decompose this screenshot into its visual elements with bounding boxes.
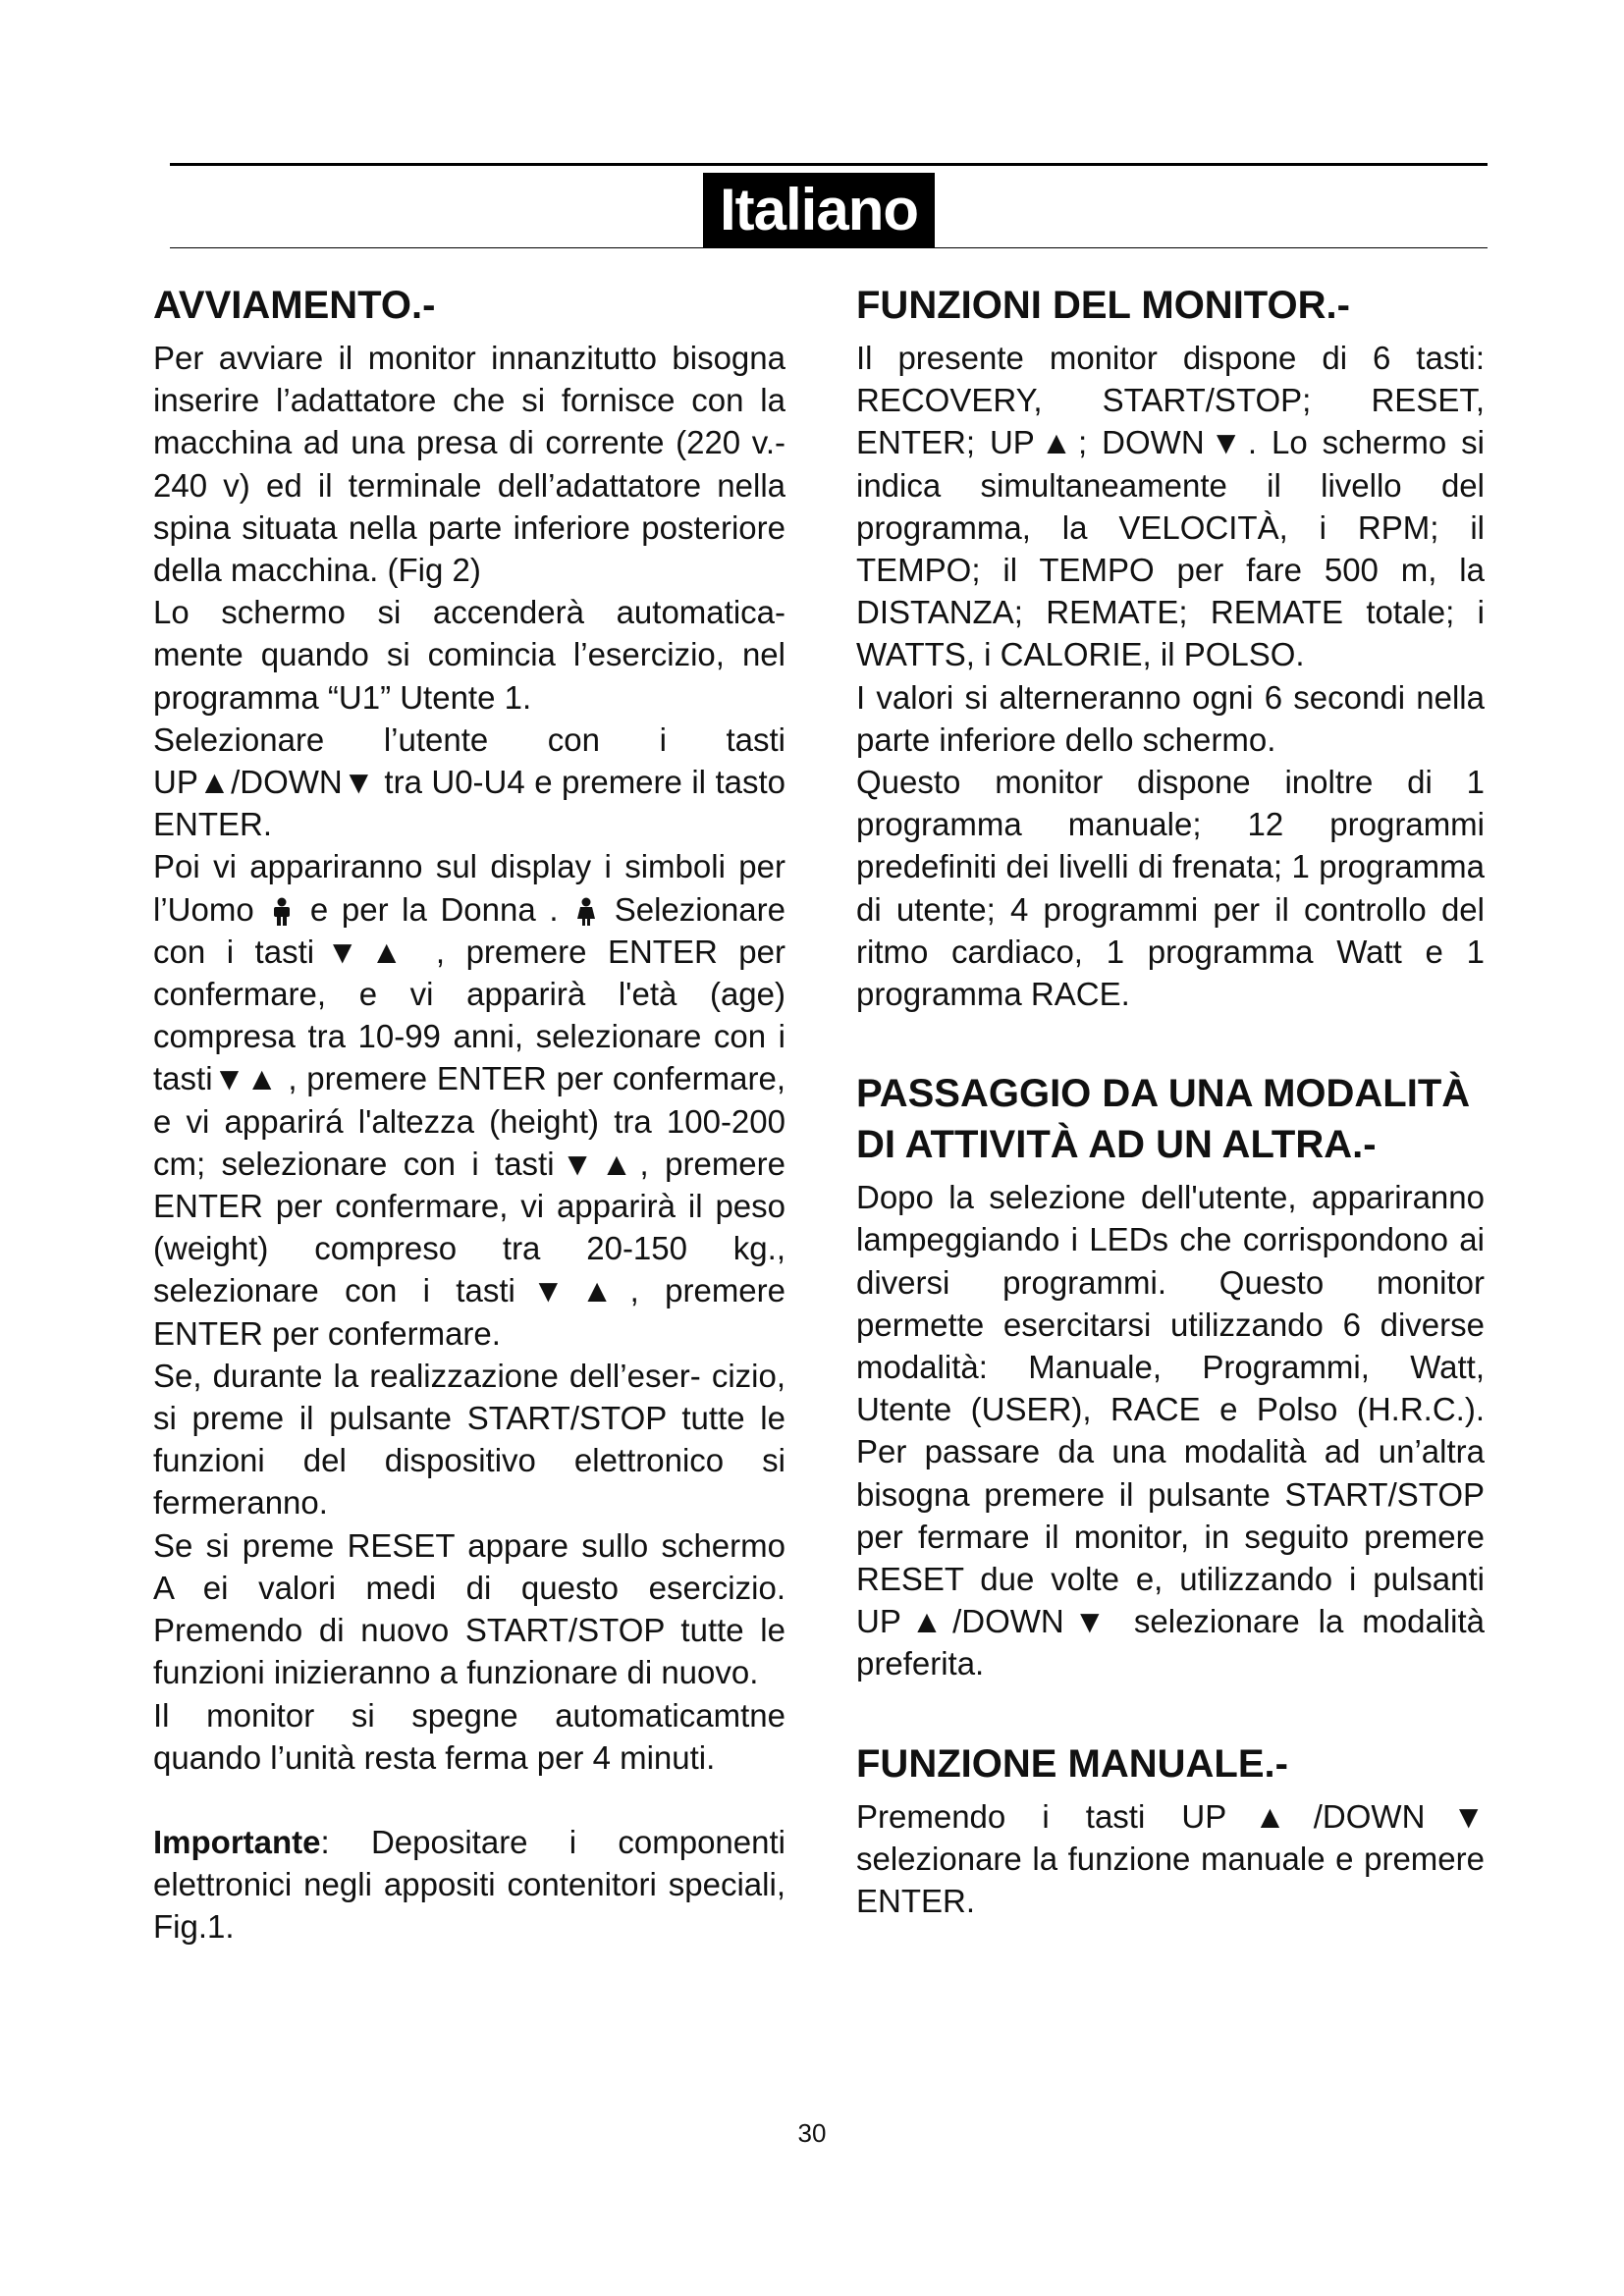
- paragraph-auto-off: Il monitor si spegne automaticamtne quando l’unità resta ferma per 4 minuti.: [153, 1696, 785, 1776]
- page-number: 30: [797, 2118, 827, 2148]
- section-title-avviamento: AVVIAMENTO.-: [153, 284, 436, 327]
- woman-icon: [575, 897, 597, 927]
- paragraph-power-on: Per avviare il monitor innanzitutto bisogna inserire l’adattatore che si fornisce con la macchina ad una presa di corrente (220 v.- 240 v) ed il terminale dell’adattatore nella spina situata nella parte inferiore posteriore della macchina. (Fig 2): [153, 340, 785, 589]
- paragraph-values-alternate: I valori si alterneranno ogni 6 secondi nella parte inferiore dello schermo.: [856, 678, 1485, 758]
- important-label: Importante: [153, 1823, 321, 1860]
- header-rule-bottom: [170, 247, 1488, 248]
- paragraph-important: [153, 1821, 785, 1949]
- paragraph-select-user: Selezionare l’utente con i tasti UP▲/DOWN▼ tra U0-U4 e premere il tasto ENTER.: [153, 721, 785, 843]
- spacer: [153, 1779, 785, 1821]
- gender-text-woman: e per la Donna .: [309, 890, 559, 928]
- right-column: [856, 280, 1485, 1922]
- gender-text-man: Poi vi appariranno sul display i simboli per l’Uomo: [153, 848, 785, 928]
- section-title-funzione-manuale: FUNZIONE MANUALE.-: [856, 1741, 1288, 1786]
- paragraph-monitor-keys: Il presente monitor dispone di 6 tasti: RECOVERY, START/STOP; RESET, ENTER; UP▲; DOWN▼. Lo schermo si indica simultaneamente il livello del programma, la VELOCITÀ, i RPM; il TEMPO; il TEMPO per fare 500 m, la DISTANZA; REMATE; REMATE totale; i WATTS, i CALORIE, il POLSO.: [856, 340, 1485, 673]
- paragraph-gender-select: [153, 845, 785, 1354]
- header-rule-top: [170, 163, 1488, 166]
- important-text: : Depositare i componenti elettronici negli appositi contenitori speciali, Fig.1.: [153, 1823, 785, 1946]
- paragraph-programs: Questo monitor dispone inoltre di 1 programma manuale; 12 programmi predefiniti dei livelli di frenata; 1 programma di utente; 4 programmi per il controllo del ritmo cardiaco, 1 programma Watt e 1 programma RACE.: [856, 764, 1485, 1013]
- spacer: [856, 1015, 1485, 1068]
- paragraph-manual-function: Premendo i tasti UP▲/DOWN▼ selezionare la funzione manuale e premere ENTER.: [856, 1797, 1485, 1920]
- paragraph-reset: Se si preme RESET appare sullo schermo A ei valori medi di questo esercizio. Premendo di nuovo START/STOP tutte le funzioni inizieranno a funzionare di nuovo.: [153, 1526, 785, 1691]
- man-icon: [271, 897, 293, 927]
- paragraph-start-stop: Se, durante la realizzazione dell’eser- cizio, si preme il pulsante START/STOP tutte le funzioni del dispositivo elettronico si fermeranno.: [153, 1357, 785, 1522]
- section-title-funzioni-monitor: FUNZIONI DEL MONITOR.-: [856, 284, 1350, 327]
- paragraph-mode-switch: Dopo la selezione dell'utente, appariranno lampeggiando i LEDs che corrispondono ai diversi programmi. Questo monitor permette esercitarsi utilizzando 6 diverse modalità: Manuale, Programmi, Watt, Utente (USER), RACE e Polso (H.R.C.). Per passare da una modalità ad un’altra bisogna premere il pulsante START/STOP per fermare il monitor, in seguito premere RESET due volte e, utilizzando i pulsanti UP▲/DOWN▼ selezionare la modalità preferita.: [856, 1179, 1485, 1682]
- left-column: [153, 280, 785, 1949]
- language-badge: Italiano: [703, 173, 935, 247]
- spacer: [856, 1685, 1485, 1738]
- paragraph-profile-setup: Selezionare con i tasti▼▲ , premere ENTER per confermare, e vi apparirà l'età (age) compresa tra 10-99 anni, selezionare con i tasti▼▲ , premere ENTER per confermare, e vi apparirá l'altezza (height) tra 100-200 cm; selezionare con i tasti▼▲, premere ENTER per confermare, vi apparirà il peso (weight) compreso tra 20-150 kg., selezionare con i tasti▼▲, premere ENTER per confermare.: [153, 890, 785, 1352]
- paragraph-screen-on: Lo schermo si accenderà automatica- mente quando si comincia l’esercizio, nel programma “U1” Utente 1.: [153, 594, 785, 716]
- section-title-passaggio-modalita: PASSAGGIO DA UNA MODALITÀ DI ATTIVITÀ AD UN ALTRA.-: [856, 1072, 1471, 1167]
